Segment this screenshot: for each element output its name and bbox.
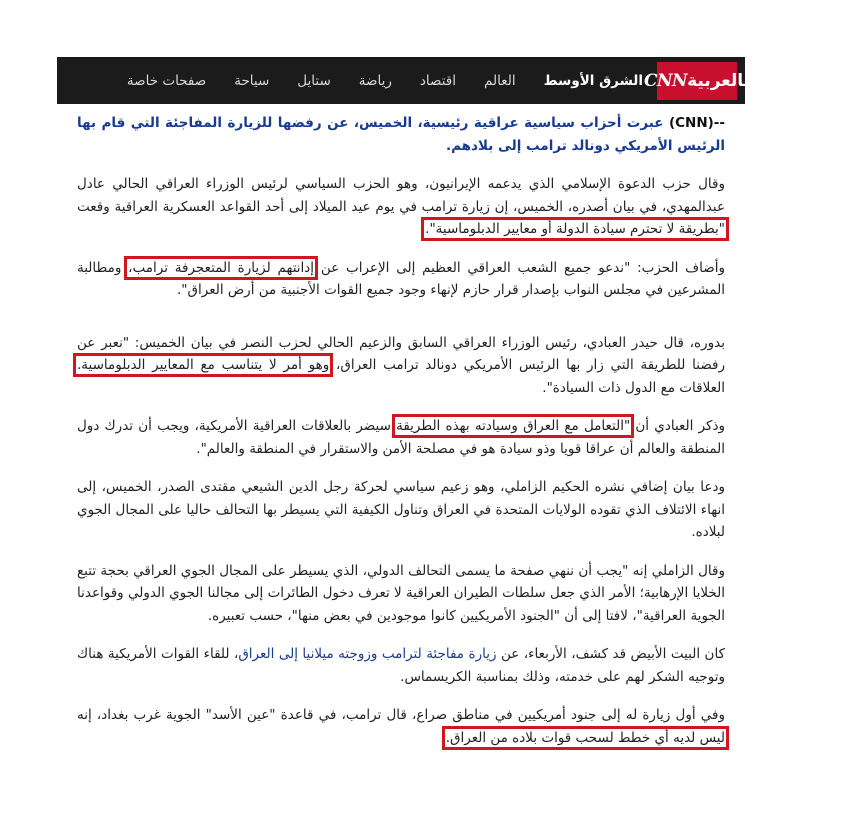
highlighted-quote-2: إدانتهم لزيارة المتعجرفة ترامب،	[128, 259, 315, 276]
paragraph-8	[77, 704, 725, 749]
nav-item-special-pages[interactable]: صفحات خاصة	[126, 72, 207, 89]
cnn-arabic-logo[interactable]	[643, 62, 751, 100]
lead-text: عبرت أحزاب سياسية عراقية رئيسية، الخميس، عن رفضها للزيارة المفاجئة التي قام بها الرئيس الأمريكي دونالد ترامب إلى بلادهم.	[77, 115, 725, 154]
highlighted-quote-5: ليس لديه أي خطط لسحب قوات بلاده من العراق.	[445, 729, 725, 746]
paragraph-7	[77, 643, 725, 688]
nav-menu	[113, 57, 657, 104]
paragraph-text: سيضر بالعلاقات العراقية الأمريكية، ويجب أن تدرك دول المنطقة والعالم أن عراقا قويا وذو سيادة هو في مصلحة الأمن والاستقرار في المنطقة والعالم".	[77, 418, 725, 457]
lead-source: (CNN)--	[668, 115, 725, 131]
paragraph-text: كان البيت الأبيض قد كشف، الأربعاء، عن	[496, 646, 726, 662]
paragraph-4	[77, 415, 725, 460]
article-link[interactable]: زيارة مفاجئة لترامب وزوجته ميلانيا إلى العراق	[238, 646, 497, 662]
paragraph-1	[77, 173, 725, 241]
paragraph-text: العلاقات مع الدول ذات السيادة".	[542, 379, 725, 396]
logo-cnn-text: CNN	[643, 70, 688, 91]
highlighted-quote-3: وهو أمر لا يتناسب مع المعايير الدبلوماسية.	[77, 357, 330, 373]
article-lead	[77, 112, 725, 157]
logo-arabic-text: بالعربية	[687, 70, 751, 91]
paragraph-6: وقال الزاملي إنه "يجب أن ننهي صفحة ما يسمى التحالف الدولي، الذي يسيطر على المجال الجوي العراقي بحجة تتبع الخلايا الإرهابية؛ الأمر الذي جعل سلطات الطيران العراقية لا تعرف دخول الطائرات إلى مجالنا الجوي الدولي وقواعدنا الجوية العراقية"، لافتا إلى أن "الجنود الأمريكيين كانوا موجودين في بعض منها"، حسب تعبيره.	[76, 562, 725, 624]
nav-item-tourism[interactable]: سياحة	[234, 72, 270, 89]
paragraph-text: وذكر العبادي أن	[630, 418, 726, 434]
nav-item-middle-east[interactable]: الشرق الأوسط	[543, 72, 643, 89]
highlighted-quote-1: "بطريقة لا تحترم سيادة الدولة أو معايير الدبلوماسية".	[425, 221, 725, 237]
paragraph-text: وفي أول زيارة له إلى جنود أمريكيين في مناطق صراع، قال ترامب، في قاعدة "عين الأسد" الجوية غرب بغداد، إنه	[77, 707, 725, 723]
article-body	[77, 112, 725, 765]
paragraph-text: وأضاف الحزب: "ندعو جميع الشعب العراقي العظيم إلى الإعراب عن	[314, 259, 725, 276]
top-navbar	[57, 57, 751, 104]
paragraph-2	[77, 257, 725, 302]
paragraph-text: ، للقاء القوات الأمريكية هناك وتوجيه الشكر لهم على خدمته، وذلك بمناسبة الكريسماس.	[77, 646, 725, 685]
paragraph-3	[77, 332, 725, 400]
nav-item-sports[interactable]: رياضة	[358, 72, 392, 89]
nav-item-style[interactable]: ستايل	[297, 72, 331, 89]
highlighted-quote-4: "التعامل مع العراق وسيادته بهذه الطريقة	[396, 418, 631, 434]
nav-item-world[interactable]: العالم	[484, 72, 516, 89]
paragraph-text: بدوره، قال حيدر العبادي، رئيس الوزراء العراقي السابق والزعيم الحالي لحزب النصر في بيان الخميس: "نعبر عن رفضنا للطريقة التي زار بها الرئيس الأمريكي دونالد ترامب العراق،	[77, 334, 725, 373]
paragraph-text: ومطالبة المشرعين في مجلس النواب بإصدار قرار حازم لإنهاء وجود جميع القوات الأجنبية من أرض العراق".	[77, 259, 725, 298]
paragraph-text: وقال حزب الدعوة الإسلامي الذي يدعمه الإيرانيون، وهو الحزب السياسي لرئيس الوزراء العراقي الحالي عادل عبدالمهدي، في بيان أصدره، الخميس، إن زيارة ترامب في يوم عيد الميلاد إلى أحد القواعد العسكرية العراقية وقعت	[77, 176, 725, 215]
paragraph-5: ودعا بيان إضافي نشره الحكيم الزاملي، وهو زعيم سياسي لحركة رجل الدين الشيعي مقتدى الصدر، الخميس، إلى انهاء الائتلاف الذي تقوده الولايات المتحدة في العراق وتناول الكيفية التي يسيطر بها التحالف حاليا على المجال الجوي لبلاده.	[77, 479, 725, 540]
nav-item-economy[interactable]: اقتصاد	[419, 72, 456, 89]
